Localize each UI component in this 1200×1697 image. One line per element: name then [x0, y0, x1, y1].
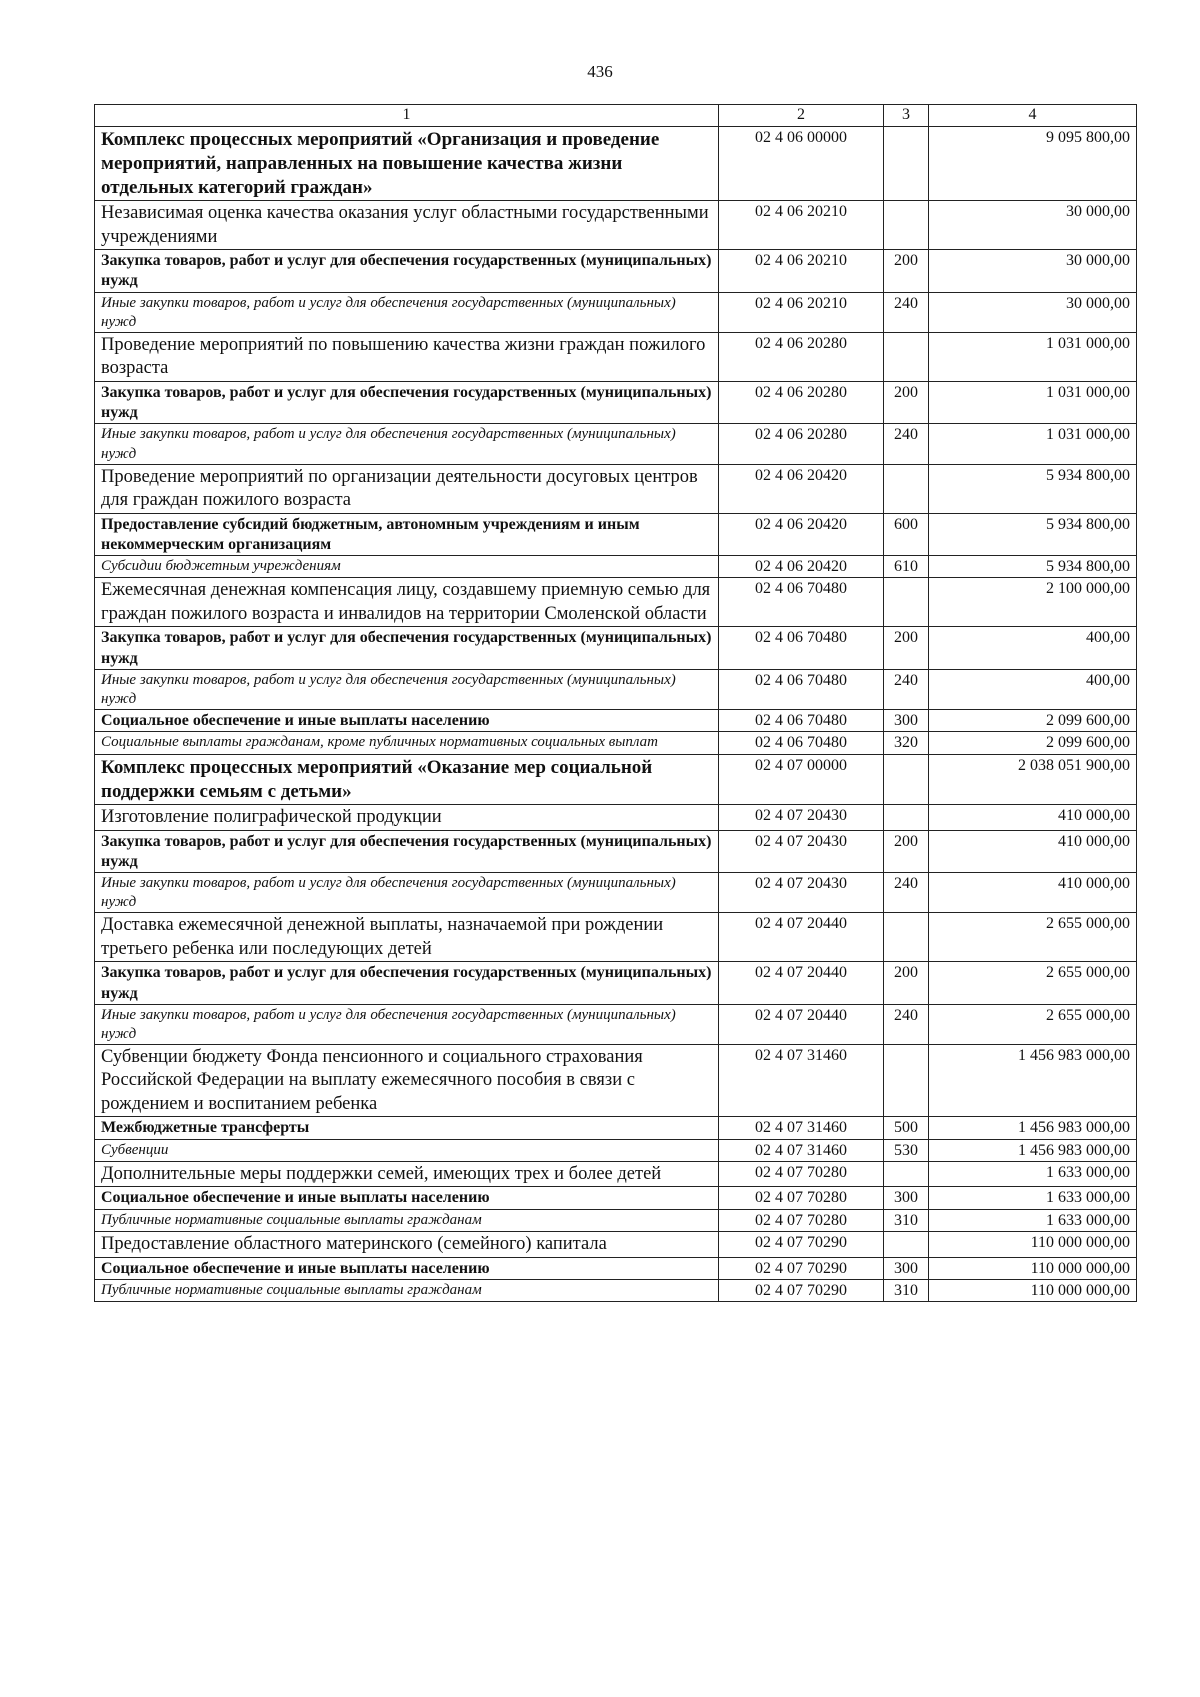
- row-name-cell: Иные закупки товаров, работ и услуг для обеспечения государственных (муниципальных) нужд: [95, 873, 719, 913]
- table-row: [95, 913, 1137, 962]
- row-name-cell: Предоставление субсидий бюджетным, автономным учреждениям и иным некоммерческим организациям: [95, 513, 719, 556]
- row-name-cell: Иные закупки товаров, работ и услуг для обеспечения государственных (муниципальных) нужд: [95, 292, 719, 332]
- row-name-cell: Межбюджетные трансферты: [95, 1117, 719, 1139]
- row-type-cell: 240: [884, 292, 929, 332]
- row-code-cell: 02 4 07 20440: [719, 913, 884, 962]
- table-row: [95, 1257, 1137, 1279]
- row-name-cell: Закупка товаров, работ и услуг для обеспечения государственных (муниципальных) нужд: [95, 381, 719, 424]
- row-code-cell: 02 4 06 20210: [719, 292, 884, 332]
- row-name-cell: Проведение мероприятий по организации деятельности досуговых центров для граждан пожилого возраста: [95, 464, 719, 513]
- row-code-cell: 02 4 07 31460: [719, 1139, 884, 1161]
- row-type-cell: 200: [884, 250, 929, 293]
- table-row: [95, 1139, 1137, 1161]
- row-type-cell: [884, 578, 929, 627]
- row-type-cell: [884, 332, 929, 381]
- row-type-cell: 300: [884, 710, 929, 732]
- table-row: [95, 732, 1137, 754]
- row-sum-cell: 9 095 800,00: [929, 126, 1137, 200]
- row-type-cell: [884, 464, 929, 513]
- table-row: [95, 710, 1137, 732]
- row-name-cell: Проведение мероприятий по повышению качества жизни граждан пожилого возраста: [95, 332, 719, 381]
- row-sum-cell: 1 456 983 000,00: [929, 1139, 1137, 1161]
- row-type-cell: [884, 1232, 929, 1257]
- row-name-cell: Независимая оценка качества оказания услуг областными государственными учреждениями: [95, 201, 719, 250]
- row-sum-cell: 2 099 600,00: [929, 732, 1137, 754]
- table-row: [95, 1232, 1137, 1257]
- page-number: 436: [587, 62, 613, 81]
- row-type-cell: [884, 805, 929, 830]
- row-name-cell: Социальные выплаты гражданам, кроме публичных нормативных социальных выплат: [95, 732, 719, 754]
- row-code-cell: 02 4 07 70280: [719, 1187, 884, 1209]
- row-type-cell: 200: [884, 627, 929, 670]
- table-row: [95, 578, 1137, 627]
- row-sum-cell: 410 000,00: [929, 830, 1137, 873]
- table-row: [95, 1161, 1137, 1186]
- row-type-cell: 300: [884, 1187, 929, 1209]
- row-sum-cell: 1 456 983 000,00: [929, 1117, 1137, 1139]
- budget-table: [94, 104, 1137, 1302]
- column-header-type: 3: [884, 105, 929, 127]
- row-type-cell: [884, 1044, 929, 1116]
- table-row: [95, 1279, 1137, 1301]
- row-name-cell: Закупка товаров, работ и услуг для обеспечения государственных (муниципальных) нужд: [95, 250, 719, 293]
- table-header-row: [95, 105, 1137, 127]
- row-code-cell: 02 4 07 20430: [719, 805, 884, 830]
- row-code-cell: 02 4 06 20280: [719, 381, 884, 424]
- row-type-cell: 500: [884, 1117, 929, 1139]
- row-type-cell: 200: [884, 381, 929, 424]
- row-code-cell: 02 4 07 70280: [719, 1209, 884, 1231]
- row-code-cell: 02 4 06 20420: [719, 513, 884, 556]
- row-sum-cell: 410 000,00: [929, 805, 1137, 830]
- row-sum-cell: 30 000,00: [929, 201, 1137, 250]
- row-type-cell: [884, 126, 929, 200]
- row-code-cell: 02 4 07 70290: [719, 1257, 884, 1279]
- table-row: [95, 126, 1137, 200]
- row-code-cell: 02 4 06 20280: [719, 332, 884, 381]
- table-row: [95, 1117, 1137, 1139]
- table-row: [95, 292, 1137, 332]
- table-row: [95, 1187, 1137, 1209]
- row-sum-cell: 110 000 000,00: [929, 1279, 1137, 1301]
- row-code-cell: 02 4 07 31460: [719, 1044, 884, 1116]
- row-name-cell: Социальное обеспечение и иные выплаты населению: [95, 1187, 719, 1209]
- table-row: [95, 556, 1137, 578]
- row-code-cell: 02 4 07 20440: [719, 1004, 884, 1044]
- row-name-cell: Изготовление полиграфической продукции: [95, 805, 719, 830]
- column-header-name: 1: [95, 105, 719, 127]
- row-name-cell: Публичные нормативные социальные выплаты гражданам: [95, 1209, 719, 1231]
- table-row: [95, 250, 1137, 293]
- row-name-cell: Субсидии бюджетным учреждениям: [95, 556, 719, 578]
- table-row: [95, 962, 1137, 1005]
- row-code-cell: 02 4 06 20420: [719, 556, 884, 578]
- row-name-cell: Закупка товаров, работ и услуг для обеспечения государственных (муниципальных) нужд: [95, 627, 719, 670]
- row-code-cell: 02 4 06 70480: [719, 578, 884, 627]
- row-type-cell: 200: [884, 830, 929, 873]
- row-code-cell: 02 4 06 70480: [719, 627, 884, 670]
- row-sum-cell: 2 655 000,00: [929, 913, 1137, 962]
- row-sum-cell: 410 000,00: [929, 873, 1137, 913]
- table-row: [95, 1004, 1137, 1044]
- row-code-cell: 02 4 06 00000: [719, 126, 884, 200]
- row-sum-cell: 30 000,00: [929, 250, 1137, 293]
- row-code-cell: 02 4 06 70480: [719, 732, 884, 754]
- row-sum-cell: 110 000 000,00: [929, 1232, 1137, 1257]
- row-sum-cell: 2 655 000,00: [929, 962, 1137, 1005]
- row-name-cell: Доставка ежемесячной денежной выплаты, назначаемой при рождении третьего ребенка или последующих детей: [95, 913, 719, 962]
- row-name-cell: Предоставление областного материнского (семейного) капитала: [95, 1232, 719, 1257]
- row-sum-cell: 1 031 000,00: [929, 381, 1137, 424]
- row-code-cell: 02 4 07 70280: [719, 1161, 884, 1186]
- table-row: [95, 464, 1137, 513]
- table-row: [95, 805, 1137, 830]
- row-name-cell: Закупка товаров, работ и услуг для обеспечения государственных (муниципальных) нужд: [95, 962, 719, 1005]
- row-code-cell: 02 4 06 20420: [719, 464, 884, 513]
- row-code-cell: 02 4 06 20210: [719, 201, 884, 250]
- row-type-cell: [884, 1161, 929, 1186]
- row-sum-cell: 400,00: [929, 670, 1137, 710]
- table-row: [95, 201, 1137, 250]
- table-row: [95, 513, 1137, 556]
- row-type-cell: 240: [884, 1004, 929, 1044]
- row-sum-cell: 2 655 000,00: [929, 1004, 1137, 1044]
- table-row: [95, 1209, 1137, 1231]
- row-type-cell: [884, 201, 929, 250]
- row-sum-cell: 2 099 600,00: [929, 710, 1137, 732]
- row-sum-cell: 5 934 800,00: [929, 556, 1137, 578]
- row-type-cell: 200: [884, 962, 929, 1005]
- row-name-cell: Ежемесячная денежная компенсация лицу, создавшему приемную семью для граждан пожилого возраста и инвалидов на территории Смоленской области: [95, 578, 719, 627]
- row-sum-cell: 30 000,00: [929, 292, 1137, 332]
- table-row: [95, 830, 1137, 873]
- row-type-cell: [884, 754, 929, 804]
- row-name-cell: Субвенции: [95, 1139, 719, 1161]
- row-code-cell: 02 4 06 20210: [719, 250, 884, 293]
- row-code-cell: 02 4 07 20440: [719, 962, 884, 1005]
- row-code-cell: 02 4 07 00000: [719, 754, 884, 804]
- row-sum-cell: 2 100 000,00: [929, 578, 1137, 627]
- row-code-cell: 02 4 06 20280: [719, 424, 884, 464]
- row-sum-cell: 2 038 051 900,00: [929, 754, 1137, 804]
- row-type-cell: 320: [884, 732, 929, 754]
- table-row: [95, 670, 1137, 710]
- row-type-cell: 240: [884, 424, 929, 464]
- row-type-cell: 310: [884, 1209, 929, 1231]
- row-name-cell: Социальное обеспечение и иные выплаты населению: [95, 710, 719, 732]
- row-name-cell: Комплекс процессных мероприятий «Оказание мер социальной поддержки семьям с детьми»: [95, 754, 719, 804]
- row-name-cell: Дополнительные меры поддержки семей, имеющих трех и более детей: [95, 1161, 719, 1186]
- row-sum-cell: 110 000 000,00: [929, 1257, 1137, 1279]
- row-name-cell: Субвенции бюджету Фонда пенсионного и социального страхования Российской Федерации на выплату ежемесячного пособия в связи с рождением и воспитанием ребенка: [95, 1044, 719, 1116]
- table-row: [95, 754, 1137, 804]
- row-sum-cell: 400,00: [929, 627, 1137, 670]
- row-type-cell: 300: [884, 1257, 929, 1279]
- row-type-cell: 240: [884, 873, 929, 913]
- row-name-cell: Иные закупки товаров, работ и услуг для обеспечения государственных (муниципальных) нужд: [95, 1004, 719, 1044]
- row-code-cell: 02 4 07 70290: [719, 1279, 884, 1301]
- row-name-cell: Закупка товаров, работ и услуг для обеспечения государственных (муниципальных) нужд: [95, 830, 719, 873]
- row-type-cell: [884, 913, 929, 962]
- row-name-cell: Комплекс процессных мероприятий «Организация и проведение мероприятий, направленных на повышение качества жизни отдельных категорий граждан»: [95, 126, 719, 200]
- row-name-cell: Публичные нормативные социальные выплаты гражданам: [95, 1279, 719, 1301]
- row-sum-cell: 1 633 000,00: [929, 1161, 1137, 1186]
- row-code-cell: 02 4 07 31460: [719, 1117, 884, 1139]
- budget-table-body: [95, 105, 1137, 1302]
- table-row: [95, 381, 1137, 424]
- row-sum-cell: 1 031 000,00: [929, 332, 1137, 381]
- row-code-cell: 02 4 07 20430: [719, 873, 884, 913]
- row-sum-cell: 1 633 000,00: [929, 1187, 1137, 1209]
- table-row: [95, 627, 1137, 670]
- table-row: [95, 332, 1137, 381]
- row-code-cell: 02 4 06 70480: [719, 670, 884, 710]
- column-header-code: 2: [719, 105, 884, 127]
- row-name-cell: Социальное обеспечение и иные выплаты населению: [95, 1257, 719, 1279]
- table-row: [95, 1044, 1137, 1116]
- row-sum-cell: 5 934 800,00: [929, 513, 1137, 556]
- row-code-cell: 02 4 07 20430: [719, 830, 884, 873]
- row-type-cell: 240: [884, 670, 929, 710]
- row-sum-cell: 1 456 983 000,00: [929, 1044, 1137, 1116]
- row-type-cell: 310: [884, 1279, 929, 1301]
- row-name-cell: Иные закупки товаров, работ и услуг для обеспечения государственных (муниципальных) нужд: [95, 424, 719, 464]
- row-sum-cell: 1 633 000,00: [929, 1209, 1137, 1231]
- row-type-cell: 530: [884, 1139, 929, 1161]
- row-type-cell: 600: [884, 513, 929, 556]
- row-sum-cell: 1 031 000,00: [929, 424, 1137, 464]
- row-code-cell: 02 4 07 70290: [719, 1232, 884, 1257]
- row-name-cell: Иные закупки товаров, работ и услуг для обеспечения государственных (муниципальных) нужд: [95, 670, 719, 710]
- row-sum-cell: 5 934 800,00: [929, 464, 1137, 513]
- row-code-cell: 02 4 06 70480: [719, 710, 884, 732]
- table-row: [95, 424, 1137, 464]
- column-header-sum: 4: [929, 105, 1137, 127]
- row-type-cell: 610: [884, 556, 929, 578]
- table-row: [95, 873, 1137, 913]
